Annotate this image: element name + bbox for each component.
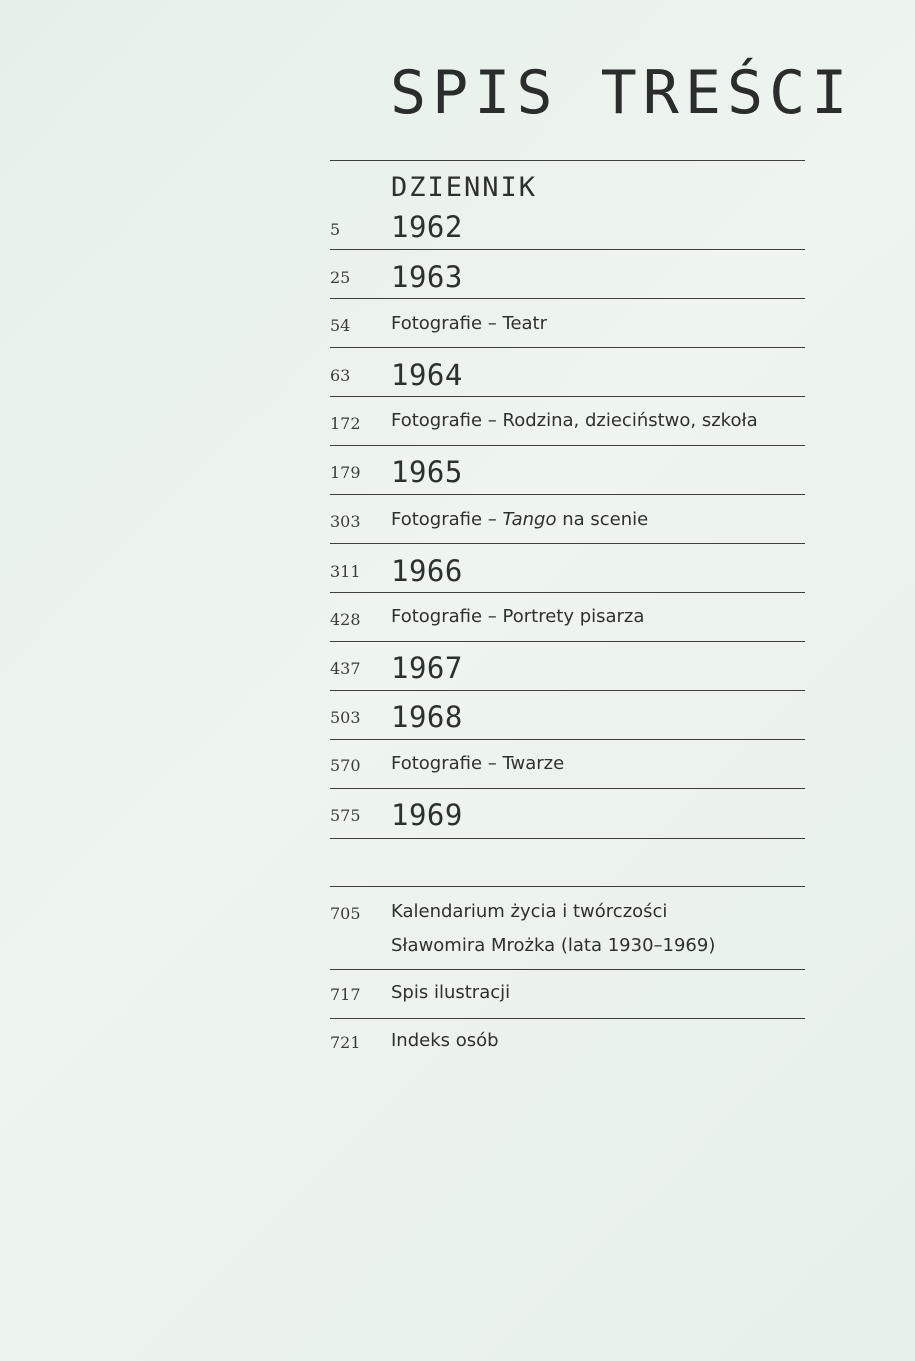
- page-number: 172: [330, 414, 361, 433]
- page-number: 437: [330, 659, 361, 678]
- toc-entry[interactable]: [330, 739, 805, 789]
- page-number: 5: [330, 220, 341, 239]
- toc-entry[interactable]: [330, 347, 805, 397]
- entry-label: 1964: [391, 358, 463, 392]
- page-number: 179: [330, 463, 361, 482]
- entry-label: [391, 895, 715, 963]
- page-number: 311: [330, 562, 361, 581]
- toc-entry[interactable]: [330, 249, 805, 299]
- page-number: 428: [330, 610, 361, 629]
- toc-entry[interactable]: [330, 788, 805, 839]
- page-number: 575: [330, 806, 361, 825]
- entry-label: 1967: [391, 651, 463, 685]
- toc-entry[interactable]: [330, 886, 805, 970]
- page-number: 63: [330, 366, 351, 385]
- toc-entry[interactable]: [330, 445, 805, 495]
- entry-label: Fotografie – Twarze: [391, 753, 565, 774]
- entry-label: [391, 509, 648, 530]
- toc-entry[interactable]: [330, 690, 805, 740]
- toc-entry[interactable]: [330, 200, 805, 250]
- toc-entry[interactable]: [330, 494, 805, 544]
- toc-entry[interactable]: [330, 969, 805, 1019]
- entry-label-italic: Tango: [502, 509, 557, 530]
- page-number: 25: [330, 268, 351, 287]
- page-number: 303: [330, 512, 361, 531]
- entry-label: 1968: [391, 700, 463, 734]
- entry-label-prefix: Fotografie –: [391, 509, 503, 530]
- toc-entry[interactable]: [330, 641, 805, 691]
- entry-label: Spis ilustracji: [391, 982, 511, 1003]
- page-number: 503: [330, 708, 361, 727]
- page-number: 705: [330, 904, 361, 923]
- toc-entry[interactable]: [330, 543, 805, 593]
- entry-label: Fotografie – Rodzina, dzieciństwo, szkoła: [391, 410, 758, 431]
- page-title: SPIS TREŚCI: [390, 58, 854, 128]
- toc-entry[interactable]: [330, 396, 805, 446]
- entry-label-line: Sławomira Mrożka (lata 1930–1969): [391, 935, 716, 956]
- toc-entry[interactable]: [330, 298, 805, 348]
- page-number: 570: [330, 756, 361, 775]
- toc-entry[interactable]: [330, 1018, 805, 1067]
- page-number: 717: [330, 985, 361, 1004]
- page-number: 721: [330, 1033, 361, 1052]
- section-heading: DZIENNIK: [391, 172, 538, 203]
- entry-label: Indeks osób: [391, 1030, 499, 1051]
- title-divider: [330, 160, 805, 161]
- toc-entry[interactable]: [330, 592, 805, 642]
- entry-label-suffix: na scenie: [556, 509, 649, 530]
- entry-label: 1966: [391, 554, 463, 588]
- entry-label: 1962: [391, 210, 463, 244]
- entry-label-line: Kalendarium życia i twórczości: [391, 901, 668, 922]
- entry-label: Fotografie – Teatr: [391, 313, 548, 334]
- entry-label: 1969: [391, 798, 463, 832]
- entry-label: 1965: [391, 455, 463, 489]
- entry-label: 1963: [391, 260, 463, 294]
- page-number: 54: [330, 316, 351, 335]
- entry-label: Fotografie – Portrety pisarza: [391, 606, 645, 627]
